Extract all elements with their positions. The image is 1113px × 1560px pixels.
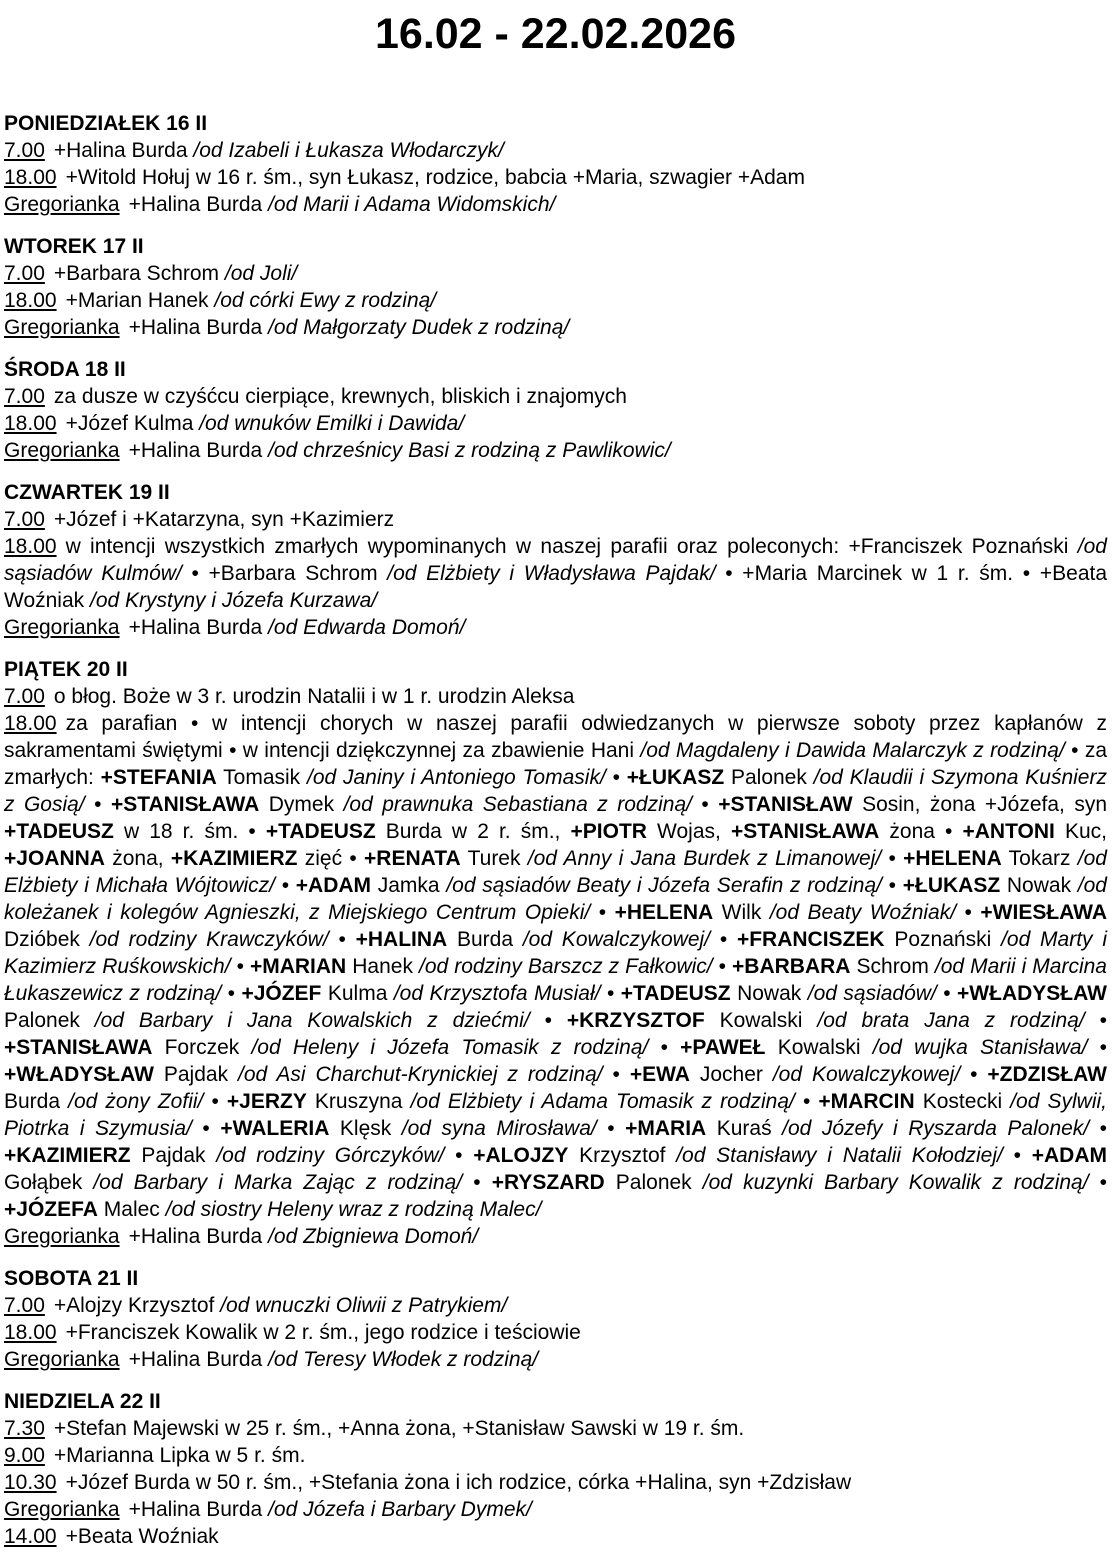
text-segment: +Halina Burda (128, 193, 269, 217)
mass-entry (4, 1223, 1107, 1250)
text-segment: Palonek (724, 766, 814, 790)
text-segment: • +Maria Marcinek w 1 r. śm. • +Beata Woźniak (4, 562, 1108, 613)
text-segment: +Barbara Schrom (53, 262, 225, 286)
text-segment: • (596, 1117, 626, 1141)
text-segment: /od Marii i Marcina Łukaszewicz z rodziną/ (4, 955, 1107, 1006)
text-segment: +ADAM (1031, 1144, 1107, 1168)
text-segment: +STEFANIA (100, 766, 217, 790)
mass-time: Gregorianka (4, 316, 120, 340)
text-segment: +STANISŁAWA (730, 820, 880, 844)
text-segment: Gołąbek (4, 1171, 94, 1195)
text-segment: /od wujka Stanisława/ (872, 1036, 1088, 1060)
text-segment: +ZDZISŁAW (987, 1063, 1107, 1087)
mass-time: 10.30 (4, 1471, 57, 1495)
day-section (4, 1265, 1107, 1373)
text-segment: +HELENA (614, 901, 714, 925)
day-title: WTOREK 17 II (4, 235, 144, 259)
text-segment: +FRANCISZEK (736, 928, 885, 952)
text-segment: +TADEUSZ (620, 982, 731, 1006)
text-segment: • (794, 1090, 819, 1114)
mass-time: 9.00 (4, 1444, 45, 1468)
mass-time: 7.30 (4, 1417, 45, 1441)
text-segment: +ŁUKASZ (626, 766, 725, 790)
mass-time: 14.00 (4, 1525, 57, 1549)
text-segment: /od Edwarda Domoń/ (268, 616, 466, 640)
mass-entry (4, 260, 1107, 287)
text-segment: /od sąsiadów/ (807, 982, 937, 1006)
mass-time: 7.00 (4, 1294, 45, 1318)
text-segment: • (1002, 1144, 1032, 1168)
text-segment: +Józef Burda w 50 r. śm., +Stefania żona i ich rodzice, córka +Halina, syn +Zdzisław (65, 1471, 852, 1495)
text-segment: /od Elżbiety i Adama Tomasik z rodziną/ (410, 1090, 795, 1114)
text-segment: +STANISŁAW (718, 793, 853, 817)
text-segment: /od żony Zofii/ (68, 1090, 204, 1114)
text-segment: /od rodziny Barszcz z Fałkowic/ (418, 955, 713, 979)
text-segment: • (710, 928, 737, 952)
text-segment: Wilk (713, 901, 770, 925)
day-section (4, 233, 1107, 341)
text-segment: Kuc, (1054, 820, 1108, 844)
day-title: PIĄTEK 20 II (4, 658, 128, 682)
text-segment: /od kuzynki Barbary Kowalik z rodziną/ (702, 1171, 1089, 1195)
text-segment: +EWA (629, 1063, 690, 1087)
text-segment: /od Marii i Adama Widomskich/ (268, 193, 556, 217)
mass-time: Gregorianka (4, 193, 120, 217)
text-segment: /od Heleny i Józefa Tomasik z rodziną/ (251, 1036, 649, 1060)
text-segment: /od Elżbiety i Władysława Pajdak/ (387, 562, 716, 586)
text-segment: • (960, 1063, 988, 1087)
text-segment: +JÓZEF (241, 982, 322, 1006)
text-segment: Nowak (1000, 874, 1078, 898)
text-segment: +JOANNA (4, 847, 105, 871)
text-segment: /od Asi Charchut-Krynickiej z rodziną/ (238, 1063, 603, 1087)
text-segment: /od wnuków Emilki i Dawida/ (199, 412, 465, 436)
text-segment: • (1084, 1009, 1107, 1033)
text-segment: Kulma (321, 982, 394, 1006)
mass-entry (4, 314, 1107, 341)
text-segment: /od Barbary i Marka Zając z rodziną/ (93, 1171, 463, 1195)
mass-time: 18.00 (4, 535, 57, 559)
day-section (4, 110, 1107, 218)
text-segment: +Halina Burda (128, 1498, 269, 1522)
mass-time: 7.00 (4, 685, 45, 709)
text-segment: Burda (447, 928, 523, 952)
text-segment: w 18 r. śm. • (113, 820, 266, 844)
text-segment: +TADEUSZ (265, 820, 376, 844)
text-segment: Burda (4, 1090, 69, 1114)
text-segment: • (881, 874, 903, 898)
text-segment: +Józef Kulma (65, 412, 200, 436)
text-segment: +PIOTR (570, 820, 647, 844)
text-segment: • (590, 901, 615, 925)
mass-time: 7.00 (4, 385, 45, 409)
text-segment: /od Kowalczykowej/ (772, 1063, 961, 1087)
text-segment: w intencji wszystkich zmarłych wypominanych w naszej parafii oraz poleconych: +Franciszek Poznański (65, 535, 1078, 559)
mass-time: 18.00 (4, 289, 57, 313)
text-segment: • (881, 847, 904, 871)
text-segment: /od brata Jana z rodziną/ (817, 1009, 1085, 1033)
text-segment: /od rodziny Górczyków/ (216, 1144, 445, 1168)
text-segment: • za zmarłych: (4, 739, 1108, 790)
text-segment: Tomasik (216, 766, 307, 790)
text-segment: /od Józefy i Ryszarda Palonek/ (782, 1117, 1090, 1141)
text-segment: +Stefan Majewski w 25 r. śm., +Anna żona, +Stanisław Sawski w 19 r. śm. (53, 1417, 745, 1441)
text-segment: • (84, 793, 111, 817)
text-segment: +Marian Hanek (65, 289, 215, 313)
mass-entry (4, 1415, 1107, 1442)
text-segment: /od Stanisławy i Natalii Kołodziej/ (676, 1144, 1003, 1168)
text-segment: +KRZYSZTOF (566, 1009, 705, 1033)
text-segment: +STANISŁAWA (4, 1036, 153, 1060)
schedule (4, 110, 1107, 1550)
text-segment: +WALERIA (220, 1117, 330, 1141)
text-segment: /od Elżbiety i Michała Wójtowicz/ (4, 847, 1107, 898)
day-section (4, 656, 1107, 1250)
mass-time: 7.00 (4, 262, 45, 286)
text-segment: za parafian • w intencji chorych w naszej parafii odwiedzanych w pierwsze soboty przez kapłanów z sakramentami świętymi • w intencji dziękczynnej za zbawienie Hani (4, 712, 1107, 763)
mass-entry (4, 164, 1107, 191)
mass-entry (4, 614, 1107, 641)
text-segment: Hanek (346, 955, 419, 979)
text-segment: • (600, 982, 621, 1006)
text-segment: Kostecki (914, 1090, 1011, 1114)
text-segment: +Halina Burda (53, 139, 194, 163)
text-segment: Pajdak (153, 1063, 238, 1087)
text-segment: Kuraś (706, 1117, 783, 1141)
text-segment: +Marianna Lipka w 5 r. śm. (53, 1444, 306, 1468)
mass-time: Gregorianka (4, 1348, 120, 1372)
text-segment: Schrom (850, 955, 935, 979)
mass-time: 18.00 (4, 166, 57, 190)
mass-entry (4, 1469, 1107, 1496)
text-segment: /od syna Mirosława/ (401, 1117, 597, 1141)
text-segment: • (462, 1171, 492, 1195)
text-segment: /od sąsiadów Beaty i Józefa Serafin z rodziną/ (446, 874, 882, 898)
text-segment: Burda w 2 r. śm., (375, 820, 571, 844)
day-title: ŚRODA 18 II (4, 358, 126, 382)
text-segment: /od Józefa i Barbary Dymek/ (268, 1498, 532, 1522)
text-segment: o błog. Boże w 3 r. urodzin Natalii i w 1 r. urodzin Aleksa (53, 685, 575, 709)
text-segment: +ALOJZY (473, 1144, 569, 1168)
mass-entry (4, 710, 1107, 1223)
text-segment: • (221, 982, 242, 1006)
text-segment: +KAZIMIERZ (4, 1144, 131, 1168)
text-segment: • (328, 928, 356, 952)
text-segment: • +Barbara Schrom (181, 562, 388, 586)
mass-entry (4, 191, 1107, 218)
text-segment: /od koleżanek i kolegów Agnieszki, z Miejskiego Centrum Opieki/ (4, 874, 1107, 925)
text-segment: /od siostry Heleny wraz z rodziną Malec/ (165, 1198, 542, 1222)
text-segment: +PAWEŁ (680, 1036, 766, 1060)
mass-entry (4, 1292, 1107, 1319)
text-segment: • (203, 1090, 227, 1114)
mass-entry (4, 410, 1107, 437)
text-segment: • (275, 874, 296, 898)
text-segment: • (1089, 1117, 1108, 1141)
mass-entry (4, 1442, 1107, 1469)
text-segment: Tokarz (1001, 847, 1078, 871)
text-segment: /od Krystyny i Józefa Kurzawa/ (89, 589, 378, 613)
text-segment: Kowalski (765, 1036, 873, 1060)
text-segment: /od Sylwii, Piotrka i Szymusia/ (4, 1090, 1107, 1141)
mass-time: 18.00 (4, 712, 57, 736)
text-segment: +ŁUKASZ (902, 874, 1001, 898)
text-segment: +MARCIN (818, 1090, 915, 1114)
text-segment: Pajdak (130, 1144, 217, 1168)
text-segment: Malec (97, 1198, 166, 1222)
text-segment: /od chrześnicy Basi z rodziną z Pawlikowic/ (268, 439, 671, 463)
text-segment: • (230, 955, 250, 979)
text-segment: +WŁADYSŁAW (4, 1063, 154, 1087)
day-title: NIEDZIELA 22 II (4, 1390, 161, 1414)
day-title: PONIEDZIAŁEK 16 II (4, 112, 208, 136)
text-segment: /od córki Ewy z rodziną/ (214, 289, 437, 313)
text-segment: +RENATA (364, 847, 461, 871)
text-segment: +STANISŁAWA (110, 793, 260, 817)
mass-time: Gregorianka (4, 439, 120, 463)
text-segment: /od Małgorzaty Dudek z rodziną/ (268, 316, 570, 340)
mass-entry (4, 1319, 1107, 1346)
text-segment: • (712, 955, 733, 979)
mass-entry (4, 287, 1107, 314)
text-segment: Turek (460, 847, 528, 871)
text-segment: +Franciszek Kowalik w 2 r. śm., jego rodzice i teściowie (65, 1321, 581, 1345)
text-segment: Jamka (371, 874, 447, 898)
text-segment: Kowalski (704, 1009, 818, 1033)
page-title: 16.02 - 22.02.2026 (374, 10, 737, 58)
text-segment: /od Magdaleny i Dawida Malarczyk z rodziną/ (640, 739, 1065, 763)
mass-entry (4, 533, 1107, 614)
text-segment: za dusze w czyśćcu cierpiące, krewnych, bliskich i znajomych (53, 385, 627, 409)
mass-entry (4, 1523, 1107, 1550)
text-segment: /od Joli/ (224, 262, 298, 286)
text-segment: /od Janiny i Antoniego Tomasik/ (306, 766, 606, 790)
day-title: CZWARTEK 19 II (4, 481, 170, 505)
text-segment: zięć • (297, 847, 365, 871)
text-segment: • (1087, 1036, 1107, 1060)
text-segment: • (444, 1144, 474, 1168)
mass-entry (4, 383, 1107, 410)
text-segment: /od rodziny Krawczyków/ (89, 928, 329, 952)
text-segment: Poznański (884, 928, 1002, 952)
text-segment: +BARBARA (732, 955, 851, 979)
text-segment: +Witold Hołuj w 16 r. śm., syn Łukasz, rodzice, babcia +Maria, szwagier +Adam (65, 166, 805, 190)
mass-time: 7.00 (4, 139, 45, 163)
text-segment: Palonek (4, 1009, 95, 1033)
text-segment: /od Klaudii i Szymona Kuśnierz z Gosią/ (4, 766, 1107, 817)
text-segment: żona, (104, 847, 171, 871)
mass-entry (4, 137, 1107, 164)
mass-time: 18.00 (4, 412, 57, 436)
text-segment: • (529, 1009, 567, 1033)
text-segment: +TADEUSZ (4, 820, 114, 844)
text-segment: Sosin, żona +Józefa, syn (852, 793, 1107, 817)
text-segment: Wojas, (646, 820, 731, 844)
text-segment: /od wnuczki Oliwii z Patrykiem/ (220, 1294, 508, 1318)
text-segment: żona • (879, 820, 963, 844)
text-segment: • (648, 1036, 681, 1060)
text-segment: Dzióbek (4, 928, 90, 952)
text-segment: /od Marty i Kazimierz Ruśkowskich/ (4, 928, 1108, 979)
text-segment: +Józef i +Katarzyna, syn +Kazimierz (53, 508, 395, 532)
text-segment: • (956, 901, 981, 925)
text-segment: +WIESŁAWA (980, 901, 1108, 925)
text-segment: +RYSZARD (491, 1171, 605, 1195)
text-segment: +Halina Burda (128, 439, 269, 463)
text-segment: /od prawnuka Sebastiana z rodziną/ (343, 793, 692, 817)
text-segment: /od sąsiadów Kulmów/ (4, 535, 1107, 586)
text-segment: +HALINA (355, 928, 448, 952)
text-segment: Klęsk (329, 1117, 402, 1141)
text-segment: /od Zbigniewa Domoń/ (268, 1225, 479, 1249)
text-segment: +KAZIMIERZ (170, 847, 298, 871)
text-segment: /od Kowalczykowej/ (522, 928, 711, 952)
text-segment: +ADAM (295, 874, 372, 898)
text-segment: Palonek (604, 1171, 703, 1195)
mass-entry (4, 1346, 1107, 1373)
text-segment: Nowak (730, 982, 808, 1006)
day-title: SOBOTA 21 II (4, 1267, 139, 1291)
text-segment: +Beata Woźniak (65, 1525, 219, 1549)
text-segment: +WŁADYSŁAW (957, 982, 1107, 1006)
text-segment: +Halina Burda (128, 1348, 269, 1372)
text-segment: +MARIAN (249, 955, 347, 979)
text-segment: • (605, 766, 627, 790)
mass-entry (4, 1496, 1107, 1523)
text-segment: • (191, 1117, 221, 1141)
text-segment: /od Beaty Woźniak/ (769, 901, 957, 925)
mass-time: Gregorianka (4, 1225, 120, 1249)
day-section (4, 1388, 1107, 1550)
text-segment: /od Teresy Włodek z rodziną/ (268, 1348, 539, 1372)
text-segment: • (936, 982, 958, 1006)
text-segment: +Halina Burda (128, 616, 269, 640)
text-segment: +JERZY (226, 1090, 307, 1114)
text-segment: /od Krzysztofa Musiał/ (393, 982, 601, 1006)
text-segment: Jocher (689, 1063, 773, 1087)
text-segment: Kruszyna (306, 1090, 411, 1114)
text-segment: +Halina Burda (128, 1225, 269, 1249)
mass-time: Gregorianka (4, 616, 120, 640)
mass-time: 7.00 (4, 508, 45, 532)
text-segment: +Alojzy Krzysztof (53, 1294, 221, 1318)
day-section (4, 479, 1107, 641)
mass-time: Gregorianka (4, 1498, 120, 1522)
text-segment: /od Anny i Jana Burdek z Limanowej/ (527, 847, 882, 871)
text-segment: /od Barbary i Jana Kowalskich z dziećmi/ (94, 1009, 530, 1033)
text-segment: • (602, 1063, 630, 1087)
text-segment: +Halina Burda (128, 316, 269, 340)
text-segment: Forczek (152, 1036, 252, 1060)
mass-entry (4, 437, 1107, 464)
text-segment: Dymek (259, 793, 344, 817)
text-segment: • (691, 793, 719, 817)
text-segment: +MARIA (625, 1117, 707, 1141)
text-segment: Krzysztof (568, 1144, 677, 1168)
mass-time: 18.00 (4, 1321, 57, 1345)
text-segment: +JÓZEFA (4, 1198, 98, 1222)
mass-entry (4, 683, 1107, 710)
text-segment: /od Izabeli i Łukasza Włodarczyk/ (193, 139, 504, 163)
text-segment: +ANTONI (962, 820, 1055, 844)
day-section (4, 356, 1107, 464)
text-segment: +HELENA (903, 847, 1002, 871)
text-segment: • (1088, 1171, 1108, 1195)
mass-entry (4, 506, 1107, 533)
